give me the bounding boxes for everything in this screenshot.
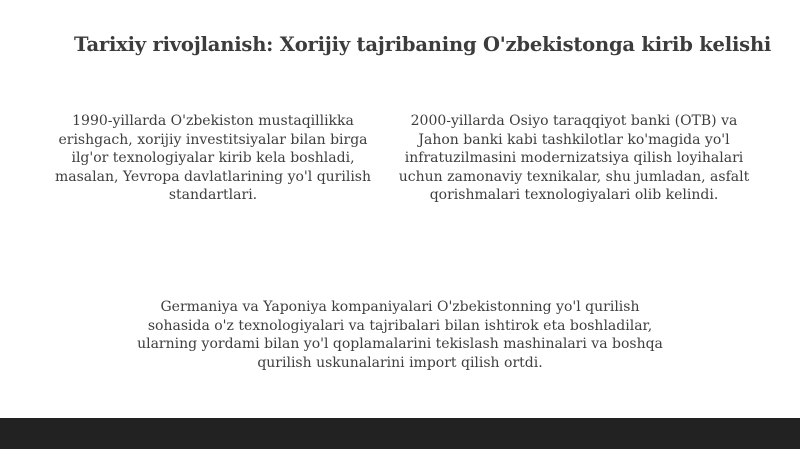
text-block-1990s: 1990-yillarda O'zbekiston mustaqillikka erishgach, xorijiy investitsiyalar bilan birga ilg'or texnologiyalar kirib kela boshladi, masalan, Yevropa davlatlarining yo'l qurilish standartlari. [55,113,371,203]
text-block-2000s: 2000-yillarda Osiyo taraqqiyot banki (OTB) va Jahon banki kabi tashkilotlar ko'magida yo'l infratuzilmasini modernizatsiya qilish loyihalari uchun zamonaviy texnikalar, shu jumladan, asfalt qorishmalari texnologiyalari olib kelindi. [398,113,750,203]
slide-title: Tarixiy rivojlanish: Xorijiy tajribaning O'zbekistonga kirib kelishi [74,33,772,56]
text-block-germany-japan: Germaniya va Yaponiya kompaniyalari O'zbekistonning yo'l qurilish sohasida o'z texnologiyalari va tajribalari bilan ishtirok eta boshladilar, ularning yordami bilan yo'l qoplamalarini tekislash mashinalari va boshqa qurilish uskunalarini import qilish ortdi. [137,299,663,371]
footer-bar [0,418,800,449]
